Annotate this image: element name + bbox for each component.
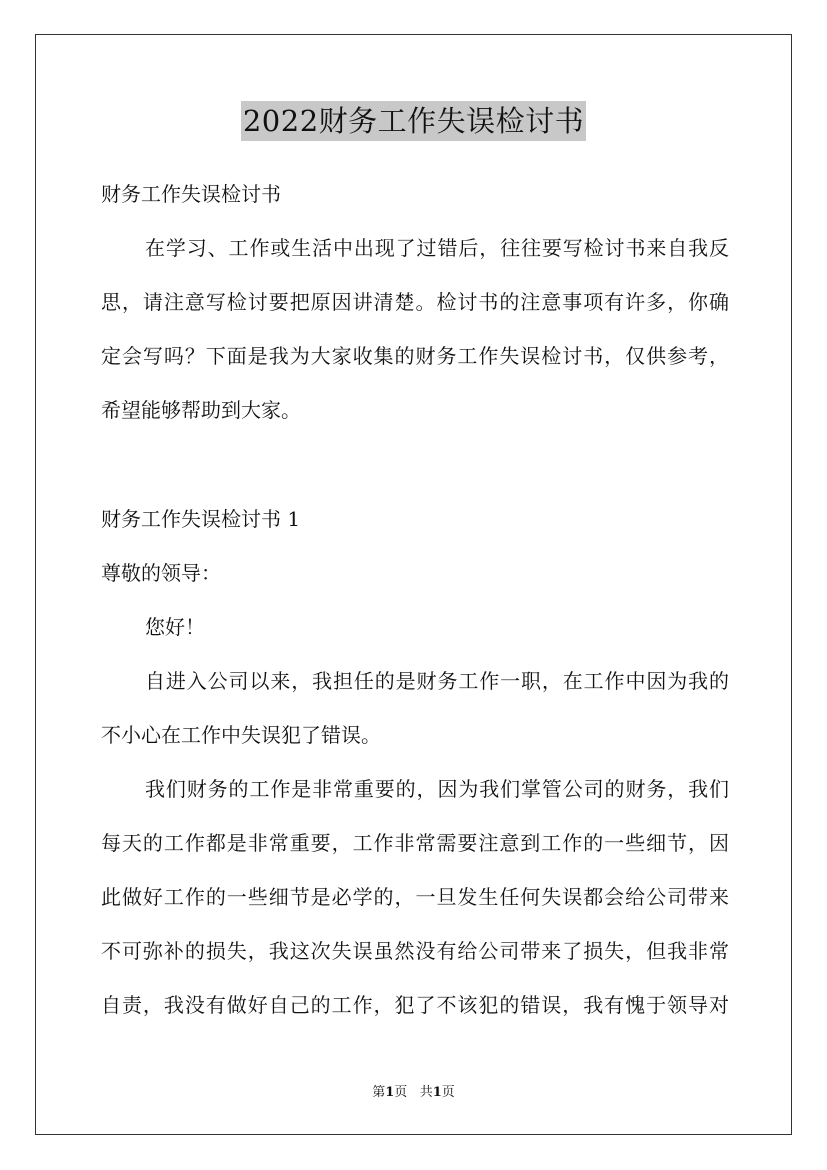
paragraph-line: 不可弥补的损失，我这次失误虽然没有给公司带来了损失，但我非常	[101, 939, 729, 963]
title-container	[0, 101, 827, 141]
page-label-prefix: 第	[372, 1085, 386, 1100]
section-heading: 财务工作失误检讨书	[101, 182, 281, 206]
paragraph-line: 自责，我没有做好自己的工作，犯了不该犯的错误，我有愧于领导对	[101, 993, 729, 1017]
subsection-heading: 财务工作失误检讨书 1	[101, 507, 301, 531]
total-label-suffix: 页	[441, 1085, 455, 1100]
document-title: 2022财务工作失误检讨书	[241, 101, 586, 141]
paragraph-line: 每天的工作都是非常重要，工作非常需要注意到工作的一些细节，因	[101, 831, 729, 855]
total-label-prefix: 共	[419, 1085, 433, 1100]
page-number: 1	[385, 1085, 395, 1100]
paragraph-line: 思，请注意写检讨要把原因讲清楚。检讨书的注意事项有许多，你确	[101, 290, 729, 314]
paragraph-line: 在学习、工作或生活中出现了过错后，往往要写检讨书来自我反	[145, 236, 729, 260]
paragraph-line: 我们财务的工作是非常重要的，因为我们掌管公司的财务，我们	[145, 777, 729, 801]
salutation: 尊敬的领导：	[101, 561, 221, 585]
page-label-suffix: 页	[394, 1085, 408, 1100]
page-footer	[0, 1084, 827, 1102]
paragraph-line: 希望能够帮助到大家。	[101, 398, 301, 422]
paragraph-line: 定会写吗？下面是我为大家收集的财务工作失误检讨书，仅供参考，	[101, 344, 729, 368]
paragraph-line: 此做好工作的一些细节是必学的，一旦发生任何失误都会给公司带来	[101, 885, 729, 909]
paragraph-line: 自进入公司以来，我担任的是财务工作一职，在工作中因为我的	[145, 669, 729, 693]
greeting: 您好！	[145, 615, 205, 639]
paragraph-line: 不小心在工作中失误犯了错误。	[101, 723, 381, 747]
total-pages: 1	[432, 1085, 442, 1100]
